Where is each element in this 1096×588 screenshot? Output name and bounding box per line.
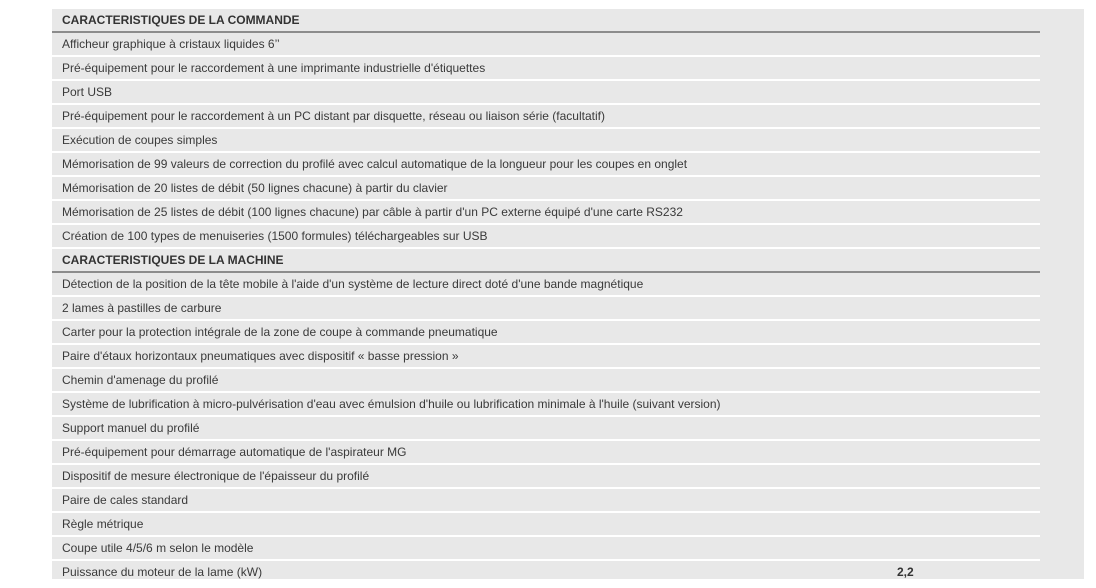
spec-row: Afficheur graphique à cristaux liquides 6’’ (52, 33, 1040, 57)
spec-row: Pré-équipement pour démarrage automatique de l'aspirateur MG (52, 441, 1040, 465)
spec-row: 2 lames à pastilles de carbure (52, 297, 1040, 321)
spec-row: Support manuel du profilé (52, 417, 1040, 441)
spec-row: Mémorisation de 25 listes de débit (100 lignes chacune) par câble à partir d'un PC externe équipé d'une carte RS232 (52, 201, 1040, 225)
spec-row: Mémorisation de 20 listes de débit (50 lignes chacune) à partir du clavier (52, 177, 1040, 201)
spec-row: Exécution de coupes simples (52, 129, 1040, 153)
spec-row: Chemin d'amenage du profilé (52, 369, 1040, 393)
spec-row: Port USB (52, 81, 1040, 105)
spec-row: Dispositif de mesure électronique de l'épaisseur du profilé (52, 465, 1040, 489)
spec-row: Règle métrique (52, 513, 1040, 537)
spec-row: Carter pour la protection intégrale de la zone de coupe à commande pneumatique (52, 321, 1040, 345)
spec-row: Pré-équipement pour le raccordement à une imprimante industrielle d'étiquettes (52, 57, 1040, 81)
section-header-commande: CARACTERISTIQUES DE LA COMMANDE (52, 9, 1040, 33)
spec-row: Coupe utile 4/5/6 m selon le modèle (52, 537, 1040, 561)
spec-row: Création de 100 types de menuiseries (1500 formules) téléchargeables sur USB (52, 225, 1040, 249)
spec-row-motor-power (52, 561, 1040, 585)
spec-row: Mémorisation de 99 valeurs de correction du profilé avec calcul automatique de la longueur pour les coupes en onglet (52, 153, 1040, 177)
spec-row: Paire d'étaux horizontaux pneumatiques avec dispositif « basse pression » (52, 345, 1040, 369)
spec-row: Paire de cales standard (52, 489, 1040, 513)
spec-row: Détection de la position de la tête mobile à l'aide d'un système de lecture direct doté d'une bande magnétique (52, 273, 1040, 297)
spec-row: Pré-équipement pour le raccordement à un PC distant par disquette, réseau ou liaison série (facultatif) (52, 105, 1040, 129)
section-header-machine: CARACTERISTIQUES DE LA MACHINE (52, 249, 1040, 273)
spec-row: Système de lubrification à micro-pulvérisation d'eau avec émulsion d'huile ou lubrification minimale à l'huile (suivant version) (52, 393, 1040, 417)
spec-table (52, 9, 1084, 579)
spec-label: Puissance du moteur de la lame (kW) (62, 565, 263, 579)
spec-value: 2,2 (897, 565, 914, 579)
